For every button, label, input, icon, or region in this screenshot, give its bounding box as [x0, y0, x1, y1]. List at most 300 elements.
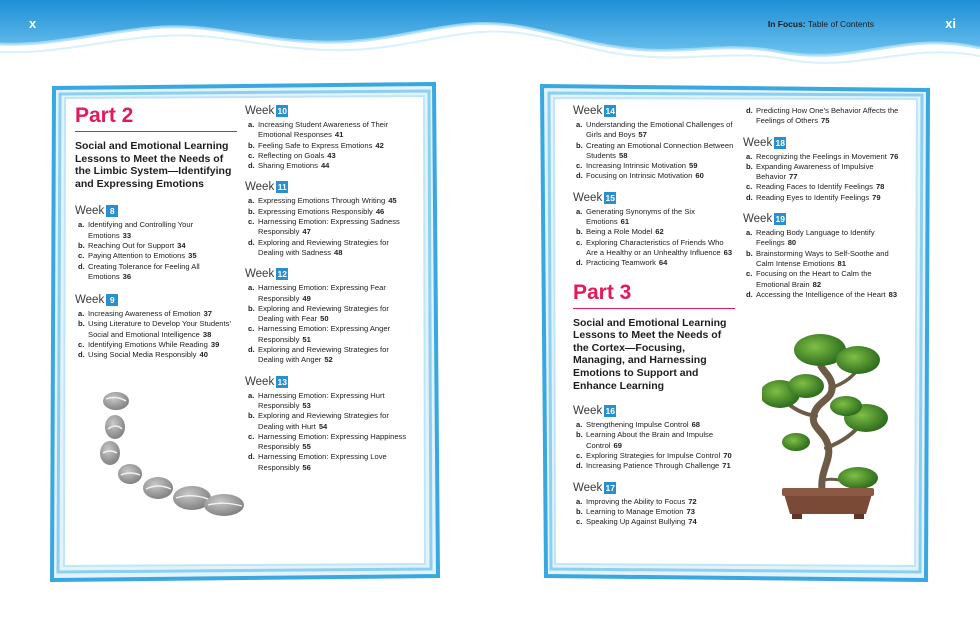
- lesson-letter: a.: [78, 220, 85, 230]
- lesson-letter: b.: [576, 430, 583, 440]
- lesson-list: [245, 120, 411, 171]
- lesson-entry: [573, 207, 735, 228]
- part2-rule: [75, 131, 237, 132]
- lesson-title-text: Practicing Teamwork: [586, 258, 656, 268]
- lesson-title-text: Exploring and Reviewing Strategies for Dealing with Hurt: [258, 411, 389, 431]
- lesson-letter: c.: [576, 517, 583, 527]
- lesson-list: [245, 391, 411, 473]
- lesson-page-number: 44: [320, 161, 330, 171]
- lesson-title-text: Strengthening Impulse Control: [586, 420, 689, 430]
- lesson-title-text: Exploring and Reviewing Strategies for Dealing with Fear: [258, 303, 389, 324]
- lesson-title: [756, 182, 907, 192]
- lesson-letter: c.: [248, 150, 255, 160]
- lesson-title: [258, 207, 411, 217]
- part2-column: [75, 104, 237, 361]
- lesson-title: [586, 141, 735, 162]
- lesson-title-text: Harnessing Emotion: Expressing Fear Responsibly: [258, 283, 386, 303]
- lesson-title: [586, 461, 735, 471]
- week-label: Week: [245, 105, 275, 117]
- part2-title: Part 2: [75, 104, 134, 127]
- lesson-page-number: 79: [872, 192, 881, 202]
- lesson-title-text: Learning to Manage Emotion: [586, 506, 684, 516]
- week-13: [245, 375, 411, 473]
- lesson-page-number: 45: [388, 196, 397, 206]
- week-label: Week: [573, 105, 603, 117]
- lesson-page-number: 78: [875, 182, 885, 192]
- lesson-page-number: 76: [889, 151, 899, 161]
- lesson-entry: [245, 120, 411, 141]
- lesson-title: [756, 193, 907, 203]
- week-heading: [245, 267, 411, 281]
- lesson-letter: d.: [576, 461, 583, 471]
- lesson-title: [756, 290, 907, 300]
- week-18: [743, 136, 907, 203]
- lesson-page-number: 46: [375, 206, 385, 216]
- lesson-entry: [573, 141, 735, 162]
- lesson-letter: c.: [576, 451, 583, 461]
- lesson-letter: b.: [576, 227, 583, 237]
- lesson-letter: a.: [248, 390, 255, 400]
- lesson-title-text: Speaking Up Against Bullying: [586, 517, 686, 527]
- lesson-page-number: 57: [638, 130, 647, 140]
- lesson-page-number: 73: [686, 506, 695, 516]
- lesson-page-number: 37: [203, 309, 213, 319]
- week-heading: [743, 212, 907, 226]
- week-number-badge: 12: [277, 269, 287, 280]
- lesson-title: [88, 319, 237, 340]
- lesson-title: [258, 217, 411, 238]
- lesson-letter: a.: [746, 151, 753, 161]
- week-16: [573, 404, 735, 471]
- lesson-page-number: 33: [122, 230, 132, 240]
- week-number-badge: 17: [605, 482, 615, 493]
- lesson-page-number: 64: [658, 258, 668, 268]
- lesson-page-number: 47: [302, 227, 311, 237]
- week-label: Week: [75, 205, 105, 218]
- lesson-title-text: Creating Tolerance for Feeling All Emotions: [88, 261, 200, 281]
- lesson-page-number: 68: [691, 420, 701, 430]
- week-15: [573, 191, 735, 269]
- week-heading: [573, 104, 735, 118]
- lesson-page-number: 81: [837, 258, 846, 268]
- lesson-title-text: Exploring Strategies for Impulse Control: [586, 451, 721, 461]
- lesson-entry: [573, 171, 735, 181]
- lesson-title: [586, 517, 735, 527]
- lesson-entry: [743, 269, 907, 290]
- lesson-entry: [743, 193, 907, 203]
- lesson-page-number: 51: [302, 334, 311, 344]
- lesson-title-text: Increasing Intrinsic Motivation: [586, 161, 687, 171]
- lesson-title-text: Reaching Out for Support: [88, 240, 175, 250]
- lesson-title-text: Predicting How One’s Behavior Affects the Feelings of Others: [756, 106, 899, 126]
- lesson-page-number: 70: [723, 451, 732, 461]
- lesson-letter: b.: [746, 161, 753, 171]
- lesson-page-number: 41: [334, 130, 344, 140]
- lesson-list: [573, 120, 735, 182]
- lesson-letter: d.: [746, 192, 753, 202]
- week-column-left: [245, 104, 411, 473]
- lesson-letter: b.: [746, 248, 753, 258]
- lesson-entry: [245, 345, 411, 366]
- lesson-entry: [75, 251, 237, 261]
- lesson-page-number: 71: [722, 461, 731, 471]
- lesson-page-number: 40: [199, 350, 208, 360]
- lesson-letter: c.: [746, 182, 753, 192]
- lesson-letter: d.: [78, 261, 85, 271]
- lesson-title-text: Harnessing Emotion: Expressing Love Responsibly: [258, 452, 387, 472]
- lesson-title-text: Reading Body Language to Identify Feelings: [756, 228, 875, 248]
- lesson-entry: [75, 220, 237, 241]
- lesson-title-text: Expressing Emotions Responsibly: [258, 206, 373, 216]
- lesson-list: [245, 283, 411, 365]
- lesson-title-text: Reflecting on Goals: [258, 150, 325, 160]
- lesson-title-text: Harnessing Emotion: Expressing Hurt Responsibly: [258, 390, 385, 410]
- lesson-title-text: Harnessing Emotion: Expressing Sadness Responsibly: [258, 217, 400, 237]
- lesson-title-text: Harnessing Emotion: Expressing Happiness Responsibly: [258, 431, 407, 452]
- week-17: [573, 481, 735, 528]
- week-heading: [75, 293, 237, 307]
- lesson-entry: [245, 283, 411, 304]
- lesson-title: [258, 411, 411, 432]
- lesson-list: [245, 196, 411, 258]
- lesson-list: [573, 497, 735, 528]
- lesson-letter: b.: [248, 411, 255, 421]
- lesson-title: [586, 227, 735, 237]
- lesson-title-text: Brainstorming Ways to Self-Soothe and Calm Intense Emotions: [756, 248, 889, 268]
- lesson-title-text: Recognizing the Feelings in Movement: [756, 151, 887, 161]
- lesson-title: [756, 106, 907, 127]
- week-label: Week: [245, 181, 275, 194]
- lesson-entry: [743, 152, 907, 162]
- lesson-entry: [245, 238, 411, 259]
- lesson-letter: a.: [576, 206, 583, 216]
- week-number-badge: 9: [106, 294, 118, 306]
- lesson-title-text: Being a Role Model: [586, 227, 653, 237]
- lesson-letter: d.: [248, 452, 255, 462]
- running-head-book: In Focus:: [767, 19, 806, 29]
- lesson-page-number: 38: [202, 329, 212, 339]
- running-head: [768, 19, 874, 29]
- week-heading: [245, 104, 411, 118]
- part3-rule: [573, 308, 735, 309]
- lesson-title-text: Reading Faces to Identify Feelings: [756, 182, 873, 192]
- lesson-title-text: Learning About the Brain and Impulse Control: [586, 430, 714, 450]
- lesson-title-text: Harnessing Emotion: Expressing Anger Responsibly: [258, 324, 391, 344]
- lesson-title-text: Exploring and Reviewing Strategies for Dealing with Sadness: [258, 237, 389, 257]
- lesson-letter: b.: [78, 319, 85, 329]
- lesson-title: [586, 238, 735, 259]
- lesson-page-number: 60: [695, 171, 704, 181]
- lesson-entry: [245, 324, 411, 345]
- lesson-title-text: Expanding Awareness of Impulsive Behavior: [756, 161, 874, 182]
- left-page-number: x: [29, 16, 37, 31]
- lesson-entry: [743, 249, 907, 270]
- week-number-badge: 11: [277, 182, 287, 193]
- lesson-entry: [245, 304, 411, 325]
- week-heading: [573, 191, 735, 205]
- lesson-page-number: 34: [177, 240, 186, 250]
- lesson-page-number: 43: [327, 150, 336, 160]
- right-page-number: xi: [945, 16, 956, 31]
- lesson-entry: [245, 411, 411, 432]
- lesson-page-number: 42: [375, 140, 384, 150]
- week-11: [245, 180, 411, 258]
- lesson-title: [586, 451, 735, 461]
- week-heading: [245, 375, 411, 389]
- lesson-title-text: Feeling Safe to Express Emotions: [258, 140, 373, 150]
- lesson-list: [573, 420, 735, 471]
- lesson-title: [258, 141, 411, 151]
- lesson-page-number: 56: [302, 462, 311, 472]
- lesson-title: [88, 220, 237, 241]
- lesson-page-number: 77: [788, 172, 798, 182]
- week-label: Week: [573, 191, 603, 204]
- lesson-page-number: 82: [812, 279, 822, 289]
- lesson-page-number: 75: [821, 116, 830, 126]
- lesson-title: [586, 420, 735, 430]
- lesson-title: [586, 120, 735, 141]
- lesson-entry: [245, 141, 411, 151]
- lesson-title: [88, 241, 237, 251]
- lesson-entry: [573, 227, 735, 237]
- week-19: [743, 212, 907, 300]
- lesson-letter: b.: [576, 506, 583, 516]
- lesson-letter: c.: [576, 237, 583, 247]
- lesson-letter: c.: [248, 324, 255, 334]
- week-label: Week: [75, 294, 105, 307]
- lesson-title-text: Reading Eyes to Identify Feelings: [756, 192, 870, 202]
- week-10: [245, 104, 411, 171]
- lesson-title: [258, 151, 411, 161]
- lesson-page-number: 50: [320, 314, 329, 324]
- lesson-title: [756, 162, 907, 183]
- lesson-letter: d.: [248, 237, 255, 247]
- lesson-page-number: 83: [888, 289, 898, 299]
- lesson-letter: a.: [576, 496, 583, 506]
- lesson-title-text: Accessing the Intelligence of the Heart: [756, 289, 886, 299]
- lesson-entry: [743, 290, 907, 300]
- week-heading: [743, 136, 907, 150]
- lesson-entry: [743, 228, 907, 249]
- lesson-entry: [75, 350, 237, 360]
- lesson-letter: a.: [576, 420, 583, 430]
- bonsai-tree-image: [762, 330, 892, 525]
- lesson-letter: a.: [576, 120, 583, 129]
- week-label: Week: [573, 481, 603, 494]
- lesson-entry: [245, 391, 411, 412]
- lesson-entry: [245, 151, 411, 161]
- lesson-entry: [573, 238, 735, 259]
- lesson-entry: [743, 106, 907, 127]
- lesson-list: [75, 220, 237, 282]
- lesson-entry: [75, 340, 237, 350]
- lesson-letter: d.: [248, 161, 255, 171]
- lesson-title-text: Paying Attention to Emotions: [88, 251, 186, 261]
- lesson-title: [756, 152, 907, 162]
- lesson-title: [756, 269, 907, 290]
- lesson-title-text: Identifying and Controlling Your Emotions: [88, 220, 194, 240]
- lesson-title-text: Using Social Media Responsibly: [88, 350, 197, 360]
- week-heading: [75, 204, 237, 218]
- lesson-letter: b.: [248, 206, 255, 216]
- lesson-title-text: Increasing Patience Through Challenge: [586, 461, 720, 471]
- week-label: Week: [245, 375, 275, 388]
- week-heading: [573, 481, 735, 495]
- lesson-entry: [573, 430, 735, 451]
- lesson-letter: c.: [78, 251, 85, 261]
- lesson-title: [586, 507, 735, 517]
- week-number-badge: 18: [775, 137, 785, 148]
- lesson-list: [743, 228, 907, 300]
- week-number-badge: 19: [775, 214, 785, 225]
- week-column-far-right: [743, 104, 907, 300]
- lesson-entry: [573, 420, 735, 430]
- lesson-title-text: Increasing Awareness of Emotion: [88, 309, 201, 319]
- lesson-title: [258, 324, 411, 345]
- week-heading: [573, 404, 735, 418]
- week-9: [75, 293, 237, 360]
- lesson-title: [88, 251, 237, 261]
- lesson-title: [586, 161, 735, 171]
- lesson-entry: [573, 161, 735, 171]
- lesson-letter: d.: [248, 345, 255, 355]
- lesson-entry: [743, 162, 907, 183]
- lesson-page-number: 63: [723, 247, 733, 257]
- week-column-right: [573, 104, 735, 528]
- lesson-letter: b.: [576, 140, 583, 150]
- lesson-title-text: Creating an Emotional Connection Between Students: [586, 140, 734, 160]
- lesson-letter: c.: [248, 431, 255, 441]
- lesson-title: [586, 171, 735, 181]
- part2-subtitle: Social and Emotional Learning Lessons to Meet the Needs of the Limbic System—Identifying and Expressing Emotions: [75, 140, 232, 190]
- lesson-title: [586, 497, 735, 507]
- lesson-entry: [573, 517, 735, 527]
- lesson-title: [258, 391, 411, 412]
- lesson-title-text: Exploring and Reviewing Strategies for Dealing with Anger: [258, 345, 389, 365]
- lesson-title-text: Generating Synonyms of the Six Emotions: [586, 206, 695, 227]
- lesson-entry: [245, 217, 411, 238]
- lesson-entry: [573, 507, 735, 517]
- lesson-title: [586, 258, 735, 268]
- lesson-title-text: Sharing Emotions: [258, 161, 318, 171]
- lesson-page-number: 54: [318, 421, 328, 431]
- lesson-title: [258, 196, 411, 206]
- lesson-entry: [573, 451, 735, 461]
- lesson-entry: [245, 207, 411, 217]
- lesson-entry: [245, 161, 411, 171]
- lesson-page-number: 48: [334, 247, 343, 257]
- lesson-page-number: 52: [324, 355, 333, 365]
- lesson-title: [258, 304, 411, 325]
- lesson-letter: a.: [248, 283, 255, 293]
- part3-header: [573, 281, 735, 393]
- lesson-entry: [75, 241, 237, 251]
- lesson-page-number: 72: [688, 496, 697, 506]
- lesson-letter: d.: [576, 258, 583, 268]
- lesson-title-text: Increasing Student Awareness of Their Emotional Responses: [258, 120, 389, 140]
- week-14: [573, 104, 735, 182]
- lesson-letter: b.: [78, 240, 85, 250]
- lesson-title-text: Focusing on Intrinsic Motivation: [586, 171, 693, 181]
- lesson-page-number: 53: [302, 400, 311, 410]
- lesson-title: [586, 430, 735, 451]
- running-head-section: Table of Contents: [807, 19, 874, 29]
- lesson-page-number: 74: [688, 517, 697, 527]
- lesson-entry: [573, 120, 735, 141]
- week-heading: [245, 180, 411, 194]
- lesson-entry: [573, 461, 735, 471]
- lesson-title-text: Improving the Ability to Focus: [586, 496, 686, 506]
- lesson-entry: [245, 452, 411, 473]
- lesson-letter: b.: [248, 140, 255, 150]
- lesson-page-number: 36: [122, 271, 132, 281]
- lesson-entry: [75, 309, 237, 319]
- lesson-entry: [245, 196, 411, 206]
- lesson-letter: d.: [746, 106, 753, 115]
- lesson-title: [258, 161, 411, 171]
- lesson-entry: [573, 497, 735, 507]
- lesson-letter: a.: [248, 120, 255, 129]
- lesson-title: [258, 283, 411, 304]
- lesson-title: [258, 345, 411, 366]
- lesson-letter: b.: [248, 303, 255, 313]
- lesson-page-number: 61: [620, 217, 630, 227]
- part3-title: Part 3: [573, 280, 632, 304]
- lesson-letter: c.: [248, 217, 255, 227]
- lesson-title: [258, 120, 411, 141]
- week-label: Week: [743, 213, 773, 226]
- week-number-badge: 15: [605, 192, 615, 203]
- week-number-badge: 8: [106, 205, 118, 217]
- week-label: Week: [245, 268, 275, 281]
- lesson-letter: c.: [78, 340, 85, 350]
- week-17-continued: [743, 106, 907, 127]
- lesson-title: [756, 249, 907, 270]
- lesson-title: [756, 228, 907, 249]
- lesson-title: [586, 207, 735, 228]
- lesson-title-text: Understanding the Emotional Challenges of Girls and Boys: [586, 120, 733, 140]
- left-toc-panel: [48, 82, 440, 582]
- lesson-page-number: 69: [613, 440, 622, 450]
- lesson-entry: [573, 258, 735, 268]
- lesson-page-number: 58: [618, 150, 628, 160]
- lesson-page-number: 35: [188, 251, 197, 261]
- lesson-title-text: Using Literature to Develop Your Students’ Social and Emotional Intelligence: [88, 319, 231, 339]
- lesson-title: [88, 340, 237, 350]
- lesson-letter: c.: [746, 269, 753, 279]
- lesson-list: [573, 207, 735, 269]
- lesson-entry: [75, 262, 237, 283]
- week-number-badge: 10: [277, 106, 287, 116]
- lesson-letter: a.: [78, 309, 85, 319]
- week-number-badge: 16: [605, 406, 615, 417]
- lesson-title: [88, 309, 237, 319]
- lesson-page-number: 49: [302, 293, 311, 303]
- lesson-title-text: Focusing on the Heart to Calm the Emotional Brain: [756, 269, 872, 289]
- week-number-badge: 13: [277, 376, 287, 387]
- week-label: Week: [743, 136, 773, 149]
- lesson-title-text: Exploring Characteristics of Friends Who Are a Healthy or an Unhealthy Influence: [586, 237, 724, 257]
- part3-subtitle: Social and Emotional Learning Lessons to Meet the Needs of the Cortex—Focusing, Managing, and Harnessing Emotions to Support and Enhance Learning: [573, 316, 727, 392]
- lesson-letter: a.: [248, 196, 255, 206]
- lesson-letter: a.: [746, 228, 753, 238]
- week-number-badge: 14: [605, 106, 615, 116]
- lesson-page-number: 80: [787, 238, 797, 248]
- lesson-page-number: 55: [302, 442, 311, 452]
- week-12: [245, 267, 411, 365]
- lesson-page-number: 62: [655, 227, 664, 237]
- lesson-title-text: Identifying Emotions While Reading: [88, 340, 208, 350]
